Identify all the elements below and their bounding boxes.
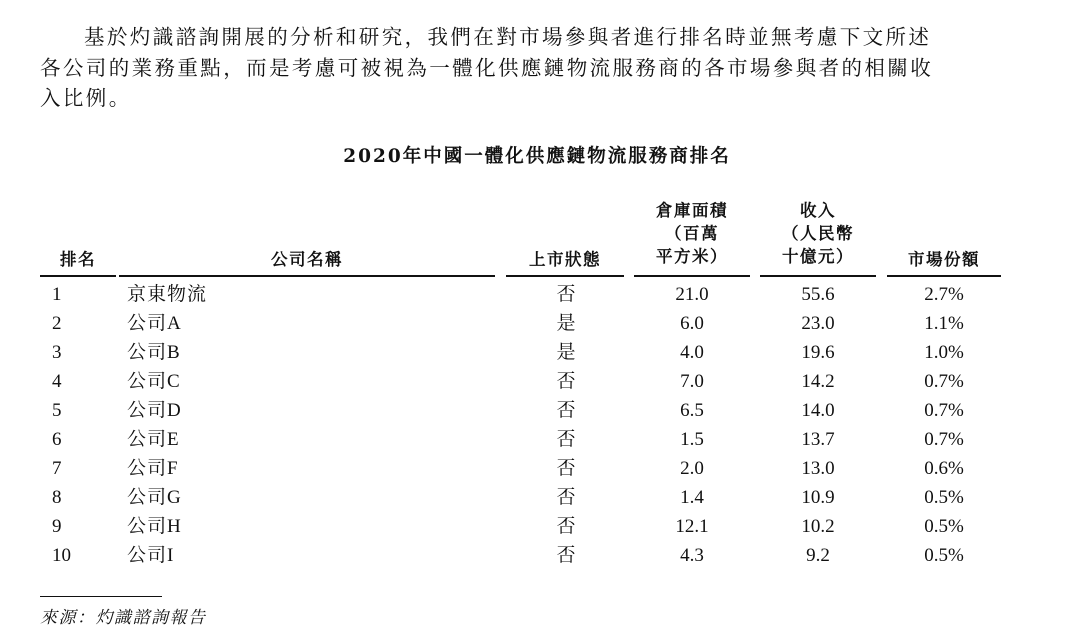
cell-warehouse: 7.0 — [680, 371, 704, 392]
cell-warehouse: 12.1 — [675, 516, 709, 537]
cell-share: 0.5% — [924, 516, 964, 537]
cell-warehouse: 1.4 — [680, 487, 704, 508]
header-share: 市場份額 — [908, 250, 980, 269]
cell-share: 0.7% — [924, 429, 964, 450]
cell-warehouse: 1.5 — [680, 429, 704, 450]
paragraph-line: 入比例。 — [40, 86, 132, 110]
cell-listed: 否 — [556, 516, 576, 537]
paragraph-line: 各公司的業務重點，而是考慮可被視為一體化供應鏈物流服務商的各市場參與者的相關收 — [40, 55, 934, 80]
cell-company: 公司B — [127, 342, 181, 363]
header-rule — [634, 275, 750, 277]
cell-revenue: 9.2 — [806, 545, 830, 566]
paragraph-line: 基於灼識諮詢開展的分析和研究，我們在對市場參與者進行排名時並無考慮下文所述 — [84, 25, 932, 49]
cell-warehouse: 2.0 — [680, 458, 704, 479]
table-row — [0, 516, 1074, 545]
header-revenue-line: 收入 — [800, 201, 836, 220]
cell-listed: 否 — [556, 284, 576, 305]
cell-warehouse: 4.3 — [680, 545, 704, 566]
cell-share: 0.5% — [924, 487, 964, 508]
cell-warehouse: 6.5 — [680, 400, 704, 421]
cell-listed: 否 — [556, 458, 576, 479]
cell-rank: 7 — [52, 458, 62, 479]
table-row — [0, 429, 1074, 458]
cell-share: 0.7% — [924, 371, 964, 392]
cell-company: 公司G — [127, 487, 182, 508]
cell-rank: 9 — [52, 516, 62, 537]
cell-warehouse: 21.0 — [675, 284, 709, 305]
cell-listed: 否 — [556, 545, 576, 566]
header-warehouse-line: （百萬 — [665, 224, 719, 243]
cell-revenue: 55.6 — [801, 284, 835, 305]
cell-rank: 8 — [52, 487, 62, 508]
cell-share: 0.7% — [924, 400, 964, 421]
cell-company: 公司E — [127, 429, 180, 450]
cell-rank: 6 — [52, 429, 62, 450]
cell-revenue: 13.0 — [801, 458, 835, 479]
cell-rank: 3 — [52, 342, 62, 363]
cell-company: 公司C — [127, 371, 181, 392]
cell-revenue: 14.0 — [801, 400, 835, 421]
cell-company: 公司A — [127, 313, 182, 334]
footnote-divider — [40, 596, 162, 597]
cell-company: 公司F — [127, 458, 179, 479]
cell-rank: 1 — [52, 284, 62, 305]
cell-share: 1.1% — [924, 313, 964, 334]
cell-company: 公司D — [127, 400, 182, 421]
cell-rank: 4 — [52, 371, 62, 392]
cell-listed: 否 — [556, 487, 576, 508]
header-rule — [40, 275, 116, 277]
cell-company: 京東物流 — [127, 284, 208, 305]
cell-share: 2.7% — [924, 284, 964, 305]
cell-revenue: 10.2 — [801, 516, 835, 537]
header-listed: 上市狀態 — [529, 250, 601, 269]
cell-warehouse: 6.0 — [680, 313, 704, 334]
header-warehouse-line: 平方米） — [656, 247, 728, 266]
table-row — [0, 342, 1074, 371]
header-revenue-line: （人民幣 — [782, 224, 854, 243]
cell-rank: 2 — [52, 313, 62, 334]
intro-paragraph — [40, 22, 1030, 114]
table-row — [0, 313, 1074, 342]
source-note: 來源：灼識諮詢報告 — [40, 608, 207, 628]
cell-listed: 否 — [556, 429, 576, 450]
cell-revenue: 10.9 — [801, 487, 835, 508]
table-row — [0, 458, 1074, 487]
cell-revenue: 13.7 — [801, 429, 835, 450]
table-row — [0, 284, 1074, 313]
header-rule — [506, 275, 624, 277]
cell-company: 公司H — [127, 516, 182, 537]
cell-rank: 10 — [52, 545, 71, 566]
header-warehouse — [634, 199, 750, 268]
table-title: 2020年中國一體化供應鏈物流服務商排名 — [343, 146, 731, 167]
cell-revenue: 23.0 — [801, 313, 835, 334]
header-rule — [760, 275, 876, 277]
cell-share: 0.5% — [924, 545, 964, 566]
cell-listed: 否 — [556, 400, 576, 421]
cell-revenue: 19.6 — [801, 342, 835, 363]
cell-listed: 是 — [556, 313, 576, 334]
cell-warehouse: 4.0 — [680, 342, 704, 363]
cell-listed: 否 — [556, 371, 576, 392]
header-rank: 排名 — [60, 250, 96, 269]
header-company: 公司名稱 — [271, 250, 343, 269]
cell-rank: 5 — [52, 400, 62, 421]
header-revenue — [760, 199, 876, 268]
table-row — [0, 371, 1074, 400]
table-row — [0, 545, 1074, 574]
table-row — [0, 400, 1074, 429]
header-rule — [119, 275, 495, 277]
cell-company: 公司I — [127, 545, 175, 566]
header-warehouse-line: 倉庫面積 — [656, 201, 728, 220]
cell-share: 0.6% — [924, 458, 964, 479]
cell-listed: 是 — [556, 342, 576, 363]
header-revenue-line: 十億元） — [782, 247, 854, 266]
table-row — [0, 487, 1074, 516]
header-rule — [887, 275, 1001, 277]
cell-revenue: 14.2 — [801, 371, 835, 392]
cell-share: 1.0% — [924, 342, 964, 363]
